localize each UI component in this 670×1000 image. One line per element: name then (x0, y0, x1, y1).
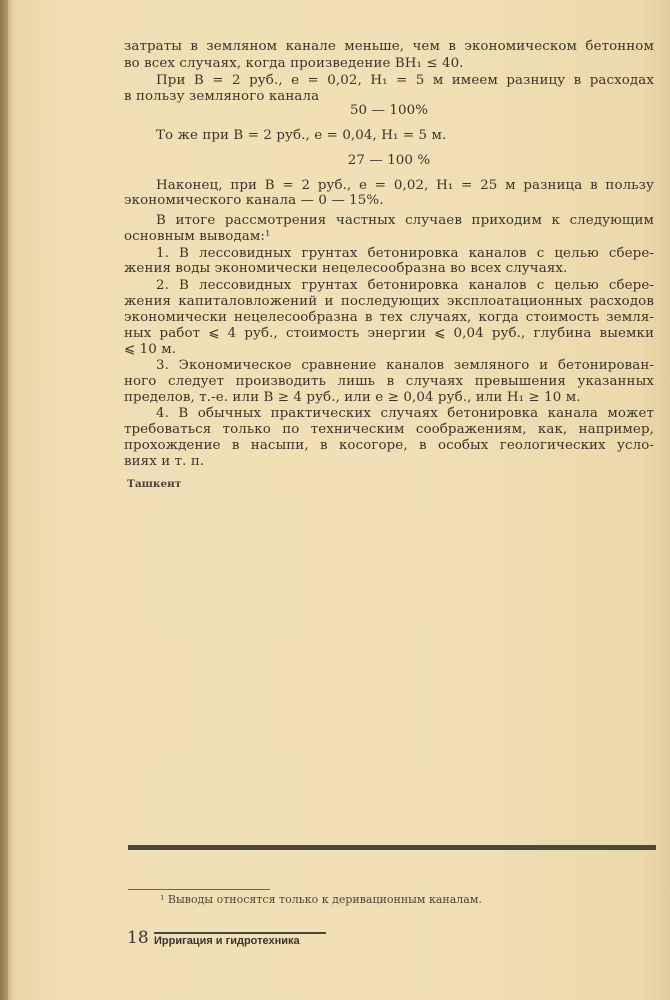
text-line: жения капиталовложений и последующих эксплоатационных расходов (124, 294, 654, 309)
journal-rule (154, 932, 326, 934)
text-line: виях и т. п. (124, 454, 205, 469)
text-line: затраты в земляном канале меньше, чем в экономическом бетонном (124, 39, 654, 54)
journal-title: Ирригация и гидротехника (154, 935, 300, 947)
text-line: 50 — 100% (349, 103, 429, 118)
text-line: 4. В обычных практических случаях бетонировка канала может (156, 406, 654, 421)
text-line: 27 — 100 % (347, 153, 431, 168)
footnote-rule (128, 889, 270, 890)
text-line: ного следует производить лишь в случаях превышения указанных (124, 374, 654, 389)
section-divider (128, 845, 656, 850)
text-line: 1. В лессовидных грунтах бетонировка каналов с целью сбере- (156, 246, 654, 261)
text-line: При B = 2 руб., e = 0,02, H₁ = 5 м имеем разницу в расходах (156, 73, 654, 88)
text-line: пределов, т.-е. или B ≥ 4 руб., или e ≥ 0,04 руб., или H₁ ≥ 10 м. (124, 390, 581, 405)
text-line: в пользу земляного канала (124, 89, 320, 104)
page-binding-edge (0, 0, 8, 1000)
page-number: 18 (127, 928, 149, 948)
city-signature: Ташкент (127, 478, 182, 490)
text-line: В итоге рассмотрения частных случаев приходим к следующим (156, 213, 654, 228)
text-line: 2. В лессовидных грунтах бетонировка каналов с целью сбере- (156, 278, 654, 293)
text-line: экономически нецелесообразна в тех случаях, когда стоимость земля- (124, 310, 654, 325)
text-line: во всех случаях, когда произведение BH₁ ≤ 40. (124, 56, 464, 71)
text-line: экономического канала — 0 — 15%. (124, 193, 384, 208)
text-line: То же при B = 2 руб., e = 0,04, H₁ = 5 м. (156, 128, 447, 143)
text-line: 3. Экономическое сравнение каналов земляного и бетонирован- (156, 358, 654, 373)
text-line: требоваться только по техническим соображениям, как, например, (124, 422, 654, 437)
text-line: Наконец, при B = 2 руб., e = 0,02, H₁ = 25 м разница в пользу (156, 178, 654, 193)
text-line: жения воды экономически нецелесообразна во всех случаях. (124, 261, 568, 276)
footnote: ¹ Выводы относятся только к деривационным каналам. (160, 893, 482, 906)
text-line: ⩽ 10 м. (124, 342, 177, 357)
text-line: основным выводам:¹ (124, 229, 271, 244)
text-line: ных работ ⩽ 4 руб., стоимость энергии ⩽ 0,04 руб., глубина выемки (124, 326, 654, 341)
text-line: прохождение в насыпи, в косогоре, в особых геологических усло- (124, 438, 654, 453)
